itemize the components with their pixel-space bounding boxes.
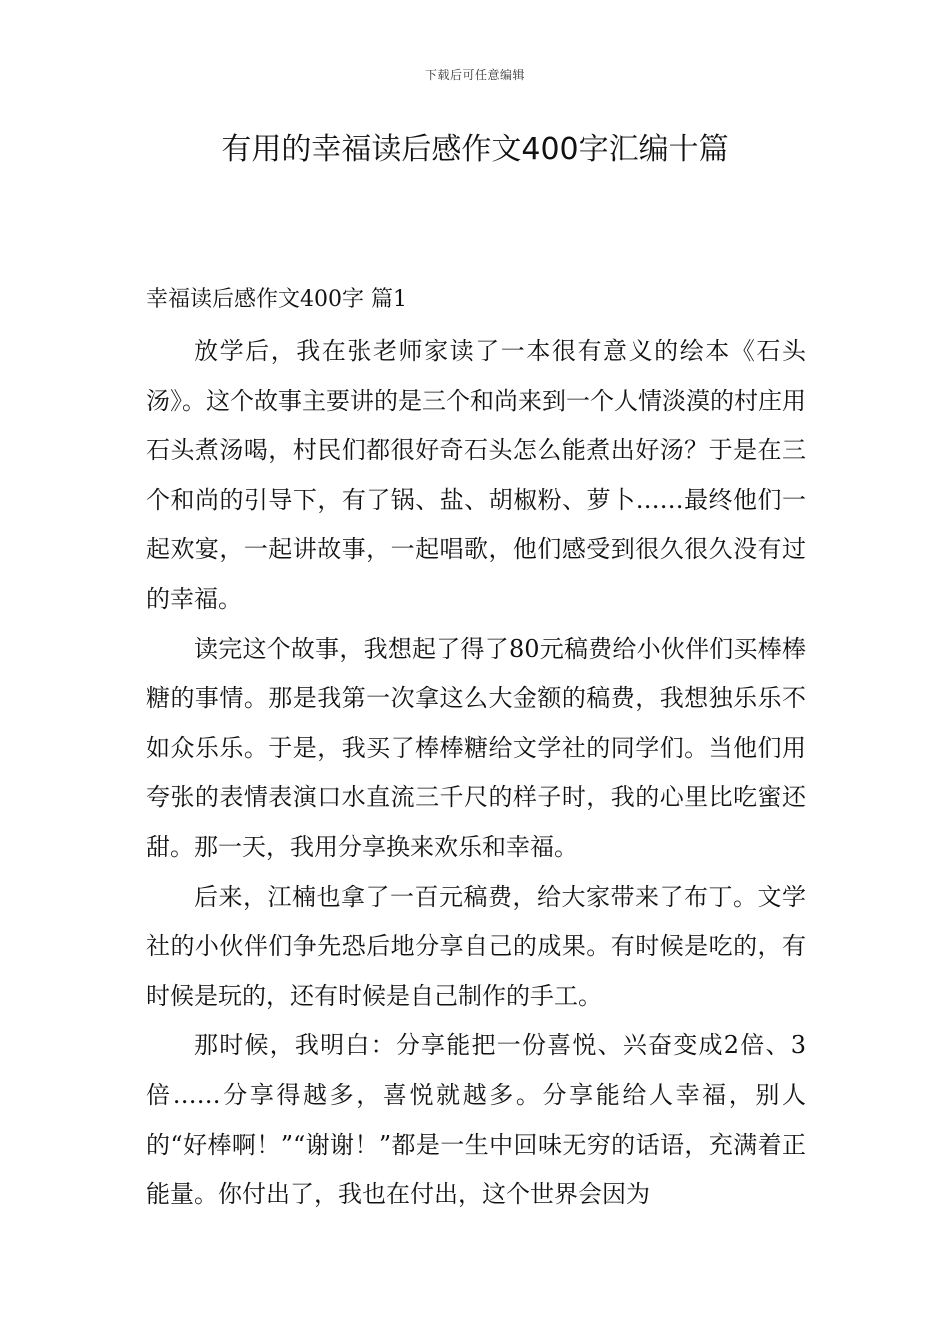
document-title: 有用的幸福读后感作文400字汇编十篇: [221, 132, 729, 167]
paragraph: 那时候，我明白：分享能把一份喜悦、兴奋变成2倍、3倍……分享得越多，喜悦就越多。分享能给人幸福，别人的“好棒啊！”“谢谢！”都是一生中回味无穷的话语，充满着正能量。你付出了，我也在付出，这个世界会因为: [146, 1031, 806, 1209]
header-note: 下载后可任意编辑: [424, 68, 525, 82]
paragraph: 后来，江楠也拿了一百元稿费，给大家带来了布丁。文学社的小伙伴们争先恐后地分享自己的成果。有时候是吃的，有时候是玩的，还有时候是自己制作的手工。: [146, 882, 806, 1010]
paragraph: 读完这个故事，我想起了得了80元稿费给小伙伴们买棒棒糖的事情。那是我第一次拿这么大金额的稿费，我想独乐乐不如众乐乐。于是，我买了棒棒糖给文学社的同学们。当他们用夸张的表情表演口水直流三千尺的样子时，我的心里比吃蜜还甜。那一天，我用分享换来欢乐和幸福。: [146, 634, 806, 861]
section-heading: 幸福读后感作文400字 篇1: [146, 287, 407, 312]
essay-body: [146, 327, 806, 1220]
paragraph: 放学后，我在张老师家读了一本很有意义的绘本《石头汤》。这个故事主要讲的是三个和尚来到一个人情淡漠的村庄用石头煮汤喝，村民们都很好奇石头怎么能煮出好汤？于是在三个和尚的引导下，有了锅、盐、胡椒粉、萝卜……最终他们一起欢宴，一起讲故事，一起唱歌，他们感受到很久很久没有过的幸福。: [146, 337, 806, 613]
